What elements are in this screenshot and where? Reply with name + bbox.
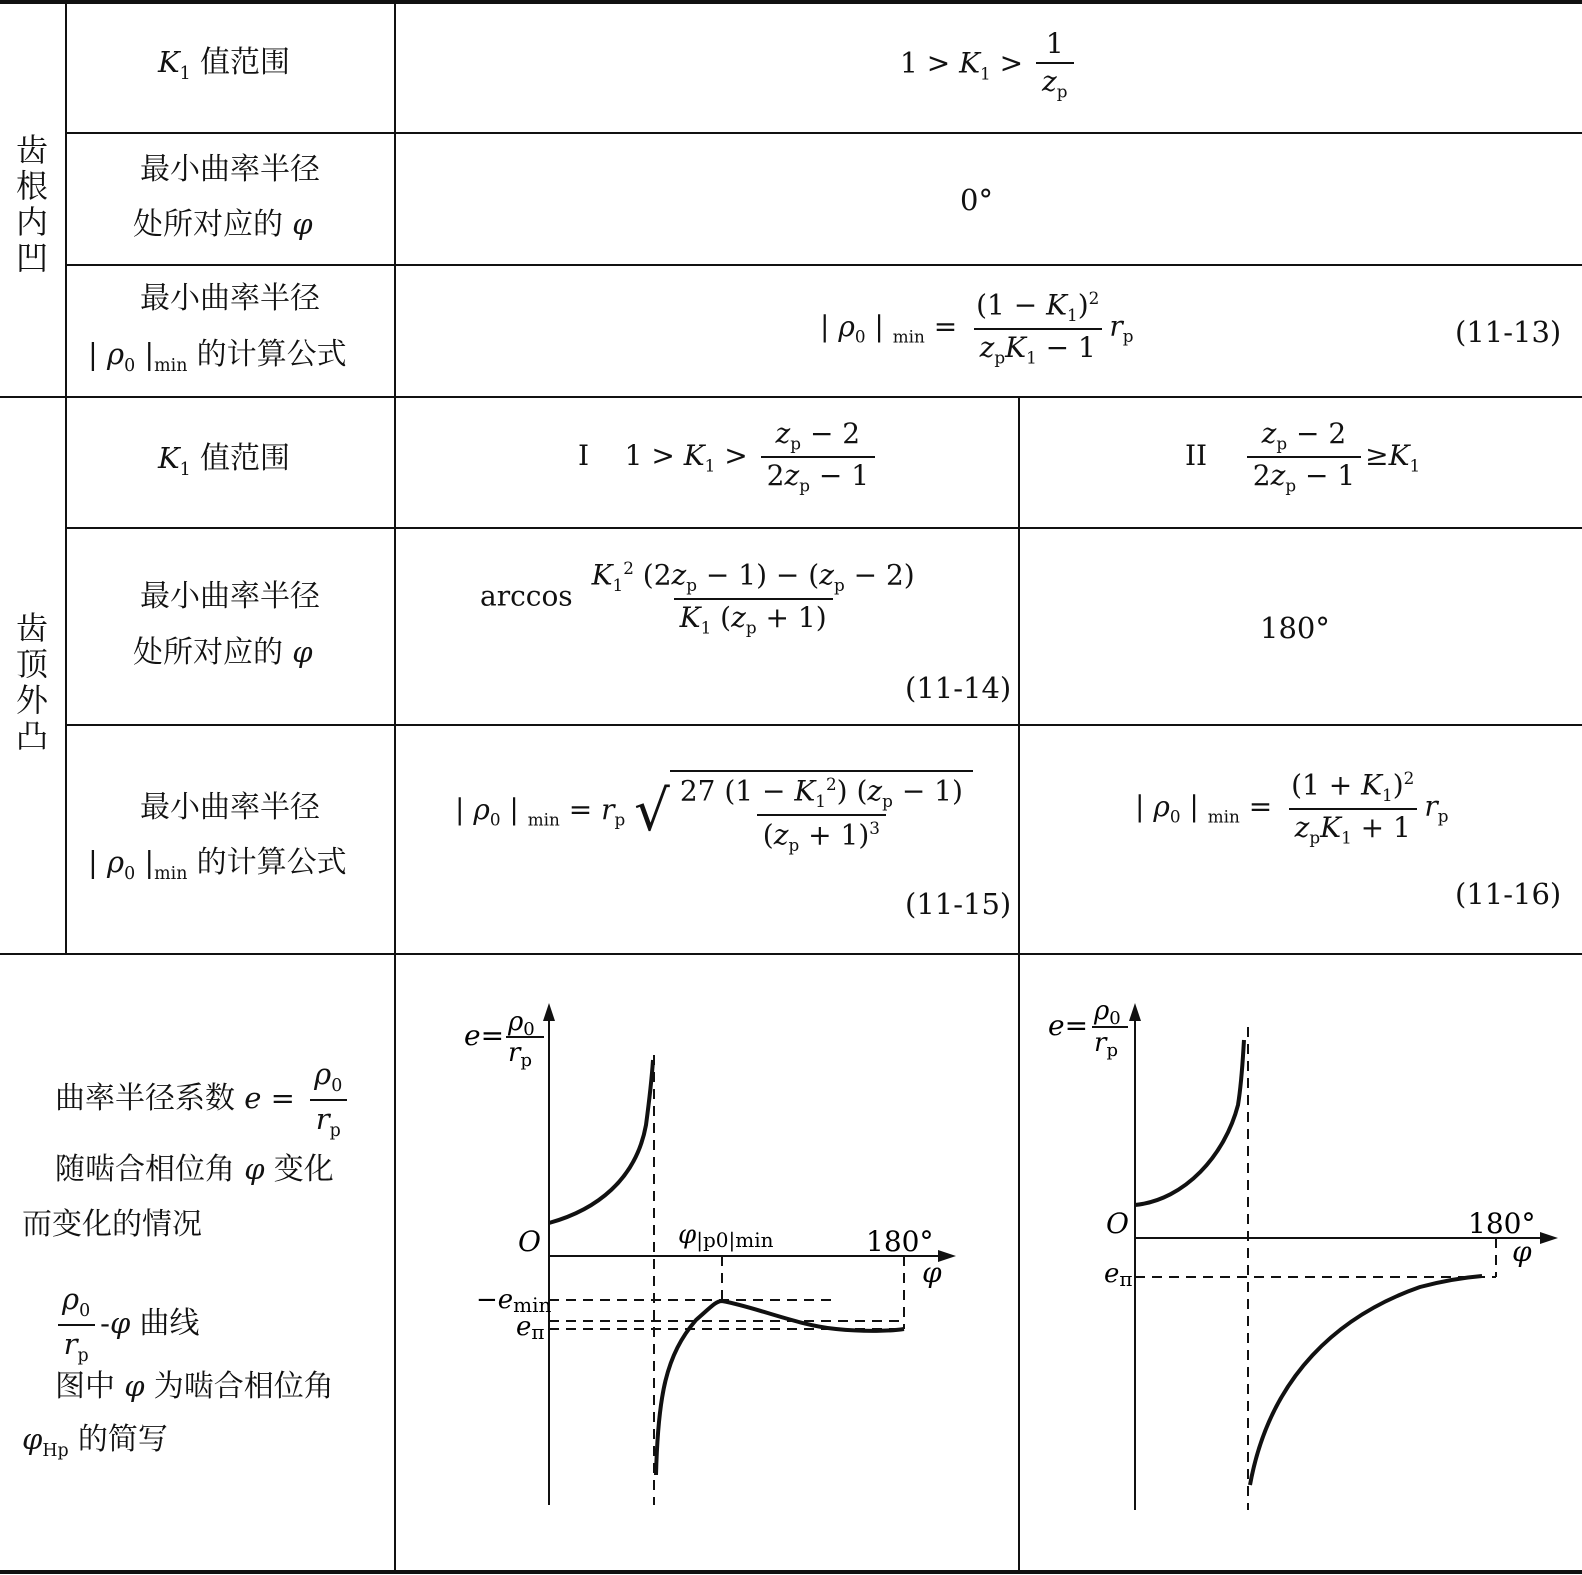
- label-text: 的计算公式: [196, 845, 347, 880]
- k1-range-case1: I $1 > K_1$ > $\frac{z_p - 2}{2z_p - 1}$: [578, 420, 879, 495]
- curve-branch-2: [656, 1301, 904, 1475]
- section-divider: [0, 396, 1582, 398]
- 180-label: 180°: [866, 1225, 934, 1258]
- y-axis-label-num: ρ0: [1094, 996, 1121, 1029]
- x-axis-arrow: [1540, 1232, 1558, 1244]
- curve-chart-case1: [396, 955, 1016, 1568]
- label-text: 处所对应的: [133, 635, 283, 670]
- min-radius-phi-label-1: 最小曲率半径: [140, 152, 320, 187]
- formula-number-11-14: (11-14): [905, 671, 1012, 705]
- k-symbol: K: [158, 441, 180, 475]
- k-sub: 1: [179, 63, 191, 84]
- min-radius-phi-label-2: [133, 635, 313, 670]
- z-sub: p: [1056, 81, 1068, 102]
- origin-label: O: [1106, 1207, 1129, 1240]
- lhs: 1 >: [900, 46, 951, 80]
- formula-11-14: arccos $\frac{K_1^2 (2z_p - 1) - (z_p - 2)}{K_1 (z_p + 1)}$: [480, 558, 915, 638]
- y-axis-label-num: ρ0: [508, 1007, 535, 1040]
- k-sub: 1: [179, 459, 191, 480]
- k1-range-label: [158, 45, 290, 84]
- phi-symbol: φ: [109, 1306, 131, 1341]
- desc-text: 为啮合相位角: [153, 1369, 334, 1404]
- desc-text: 曲线: [139, 1306, 200, 1342]
- x-axis-label: φ: [922, 1256, 942, 1289]
- row-divider: [66, 264, 1582, 266]
- row-divider: [66, 132, 1582, 134]
- formula-number-11-15: (11-15): [905, 887, 1012, 921]
- k1-range-root: [900, 27, 1078, 102]
- y-axis-label-den: rp: [508, 1038, 532, 1071]
- min-radius-formula-label-2: | $\rho_0$ $|_{min}$ 的计算公式: [88, 845, 347, 884]
- min-radius-phi-label-1: 最小曲率半径: [140, 579, 320, 614]
- section-text: 齿顶外凸: [15, 609, 48, 755]
- formula-number-11-16: (11-16): [1455, 877, 1562, 911]
- desc-line-2: [55, 1152, 334, 1187]
- arccos: arccos: [480, 579, 573, 613]
- abs-rho: | $\rho_0$ $|_{min}$: [88, 337, 188, 376]
- y-axis-label-den: rp: [1094, 1028, 1118, 1061]
- desc-line-3: 而变化的情况: [22, 1207, 202, 1242]
- formula-number-11-13: (11-13): [1455, 315, 1562, 349]
- phi-at-min-root: 0°: [960, 183, 993, 217]
- min-radius-formula-label-1: 最小曲率半径: [140, 281, 320, 316]
- formula-11-13: | $\rho_0$ | $_{min}$ = $\frac{(1 - K_1)^2}{z_pK_1 - 1}$ $r_p$: [820, 288, 1134, 368]
- top-border: [0, 0, 1582, 4]
- label-text: 值范围: [199, 45, 290, 80]
- k-symbol: K: [959, 46, 981, 80]
- k-sub: 1: [980, 63, 991, 84]
- 180-label: 180°: [1468, 1207, 1536, 1240]
- desc-text: 图中: [55, 1369, 115, 1404]
- fraction: [1036, 27, 1074, 102]
- curve-branch-1: [1135, 1040, 1244, 1205]
- y-axis-label: e=: [1048, 1009, 1089, 1042]
- origin-label: O: [518, 1225, 541, 1258]
- label-text: 值范围: [199, 441, 290, 476]
- k1-range-case2: II $\frac{z_p - 2}{2z_p - 1}$ $\ge K_1$: [1185, 417, 1421, 496]
- curve-branch-1: [549, 1060, 653, 1223]
- row-divider: [66, 527, 1582, 529]
- section-label-root-concave: [12, 132, 52, 276]
- epi-label: eπ: [516, 1312, 545, 1344]
- label-text: 的计算公式: [196, 337, 347, 372]
- label-text: 处所对应的: [133, 207, 283, 242]
- min-radius-phi-label-2: [133, 207, 313, 242]
- formula-11-16: | $\rho_0$ | $_{min}$ = $\frac{(1 + K_1)^2}{z_pK_1 + 1}$ $r_p$: [1135, 768, 1449, 848]
- y-axis-arrow: [1129, 1003, 1141, 1021]
- section-text: 齿根内凹: [15, 131, 48, 277]
- phi-min-label: φ|p0|min: [678, 1220, 774, 1252]
- curve-chart-case2: [1020, 955, 1580, 1568]
- min-radius-formula-label-2: [88, 337, 347, 376]
- row-divider: [66, 724, 1582, 726]
- section-label-tip-convex: [12, 610, 52, 754]
- min-radius-formula-label-1: 最小曲率半径: [140, 790, 320, 825]
- k1-range-label: [158, 441, 290, 480]
- phi-symbol: φ: [22, 1422, 43, 1456]
- case-label: II: [1185, 438, 1208, 472]
- z-symbol: z: [1041, 65, 1057, 98]
- col-divider: [65, 0, 67, 954]
- desc-line-6: $\varphi_{Hp}$ 的简写: [22, 1422, 168, 1461]
- y-axis-arrow: [543, 1003, 555, 1021]
- desc-line-1: 曲率半径系数 e = $\frac{\rho_0}{r_p}$: [55, 1060, 352, 1140]
- phi-symbol: φ: [244, 1152, 265, 1186]
- phi-symbol: φ: [292, 635, 313, 669]
- x-axis-label: φ: [1512, 1235, 1532, 1268]
- phi-symbol: φ: [124, 1369, 145, 1403]
- desc-text: 曲率半径系数: [55, 1081, 235, 1117]
- denominator: [1036, 62, 1074, 100]
- bottom-border: [0, 1570, 1582, 1574]
- formula-11-15: | $\rho_0$ | $_{min} = r_p$ √ $\frac{27 (1 - K_1^2) (z_p - 1)}{(z_p + 1)^3}$: [455, 770, 973, 853]
- phi-symbol: φ: [292, 207, 313, 241]
- k-symbol: K: [158, 45, 180, 79]
- numerator: 1: [1045, 27, 1064, 60]
- desc-line-5: [55, 1369, 334, 1404]
- y-axis-label: e=: [464, 1019, 505, 1052]
- desc-line-4: $\frac{\rho_0}{r_p}$ -φ 曲线: [52, 1285, 199, 1365]
- rel: >: [999, 46, 1024, 80]
- epi-label: eπ: [1104, 1259, 1133, 1291]
- case-label: I: [578, 438, 590, 472]
- curve-branch-2: [1250, 1276, 1482, 1485]
- desc-text: 变化: [273, 1152, 334, 1187]
- emin-label: −emin: [476, 1285, 552, 1317]
- phi-at-min-case2: 180°: [1260, 611, 1330, 645]
- rel: ≥: [1365, 438, 1389, 472]
- desc-text: 的简写: [77, 1422, 168, 1457]
- desc-text: 随啮合相位角: [55, 1152, 235, 1187]
